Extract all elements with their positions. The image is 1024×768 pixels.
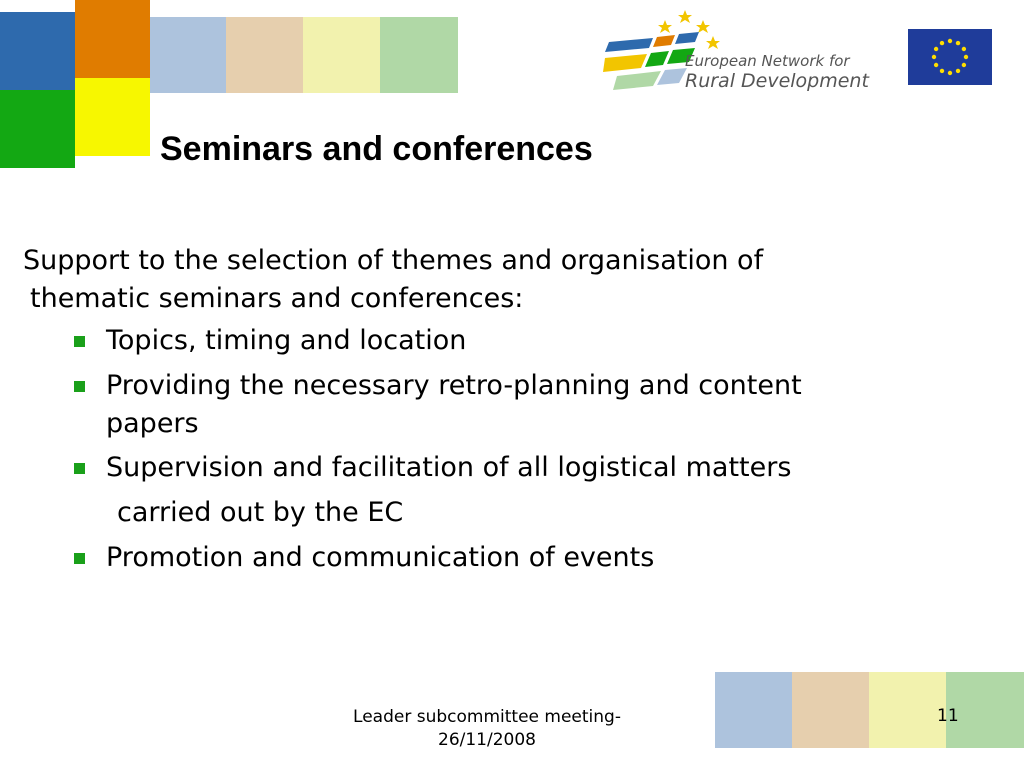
intro-line-1: Support to the selection of themes and organisation of [23, 245, 764, 276]
decor-block-light-blue-bottom [715, 672, 792, 748]
bullet-square-icon [74, 336, 85, 347]
footer-line-2: 26/11/2008 [438, 730, 536, 750]
bullet-text: Providing the necessary retro-planning and content papers [106, 370, 802, 439]
enrd-logo [603, 8, 873, 96]
logo-line2: Rural Development [685, 70, 869, 92]
decor-block-light-tan-bottom [792, 672, 869, 748]
decor-block-light-yellow-bottom [869, 672, 946, 748]
footer-line-1: Leader subcommittee meeting- [353, 707, 621, 727]
decor-block-yellow [75, 78, 150, 156]
decor-block-green [0, 90, 75, 168]
decor-block-blue [0, 12, 75, 90]
bullet-continuation: carried out by the EC [117, 497, 404, 528]
intro-line-2: thematic seminars and conferences: [30, 283, 524, 314]
page-number: 11 [937, 706, 959, 726]
bullet-square-icon [74, 381, 85, 392]
bullet-text: Topics, timing and location [106, 325, 467, 356]
decor-block-light-tan [226, 17, 303, 93]
slide-title: Seminars and conferences [160, 130, 593, 168]
bullet-text: Promotion and communication of events [106, 542, 655, 573]
bullet-text: Supervision and facilitation of all logistical matters [106, 452, 792, 483]
decor-block-light-green [380, 17, 458, 93]
bullet-item [74, 322, 466, 360]
decor-block-light-blue [150, 17, 226, 93]
bullet-item [74, 367, 894, 443]
bullet-item [74, 449, 791, 487]
logo-line1: European Network for [685, 52, 850, 70]
bullet-square-icon [74, 553, 85, 564]
intro-paragraph [23, 242, 923, 318]
footer-text [325, 706, 649, 752]
decor-block-orange [75, 0, 150, 78]
decor-block-light-yellow [303, 17, 380, 93]
eu-flag-icon [908, 29, 992, 85]
bullet-square-icon [74, 463, 85, 474]
bullet-item [74, 539, 654, 577]
